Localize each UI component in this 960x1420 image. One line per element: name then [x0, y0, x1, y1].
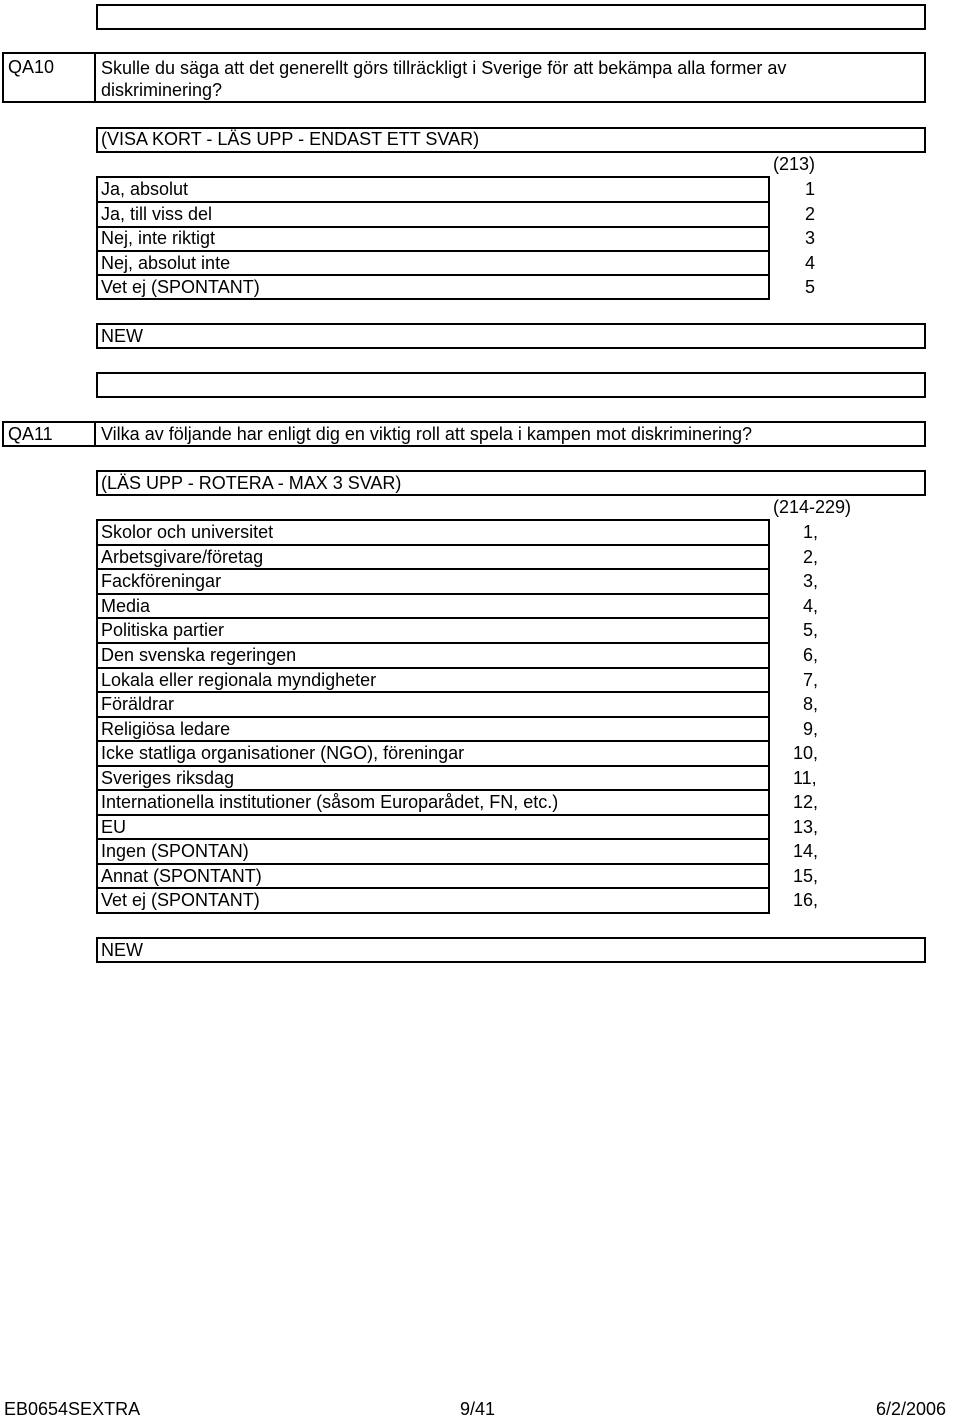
qa11-option-code: 14,: [793, 841, 819, 861]
footer-doc-code: EB0654SEXTRA: [4, 1399, 141, 1419]
qa10-option-label: Nej, inte riktigt: [101, 228, 216, 248]
qa11-option-label: Religiösa ledare: [101, 719, 231, 739]
qa10-option-label: Vet ej (SPONTANT): [101, 277, 260, 297]
qa11-option-label: Sveriges riksdag: [101, 768, 235, 788]
qa11-option-label: Annat (SPONTANT): [101, 866, 262, 886]
qa11-new-label: NEW: [101, 940, 143, 960]
footer-date: 6/2/2006: [876, 1399, 947, 1419]
qa11-option-code: 5,: [803, 620, 819, 640]
qa10-new-box: [96, 323, 926, 349]
qa10-option-code: 4: [805, 253, 816, 273]
qa11-id: QA11: [8, 424, 53, 444]
qa10-option-code: 1: [805, 179, 816, 199]
qa11-option-label: Media: [101, 596, 151, 616]
qa11-new-box: [96, 937, 926, 963]
qa11-option-code: 2,: [803, 547, 819, 567]
qa11-question: Vilka av följande har enligt dig en viktig roll att spela i kampen mot diskriminering?: [101, 424, 752, 444]
qa11-option-code: 8,: [803, 694, 819, 714]
qa10-instruction: (VISA KORT - LÄS UPP - ENDAST ETT SVAR): [101, 129, 480, 149]
qa11-option-label: Arbetsgivare/företag: [101, 547, 264, 567]
footer-page-number: 9/41: [460, 1399, 496, 1419]
qa11-option-label: Politiska partier: [101, 620, 225, 640]
qa11-option-label: Föräldrar: [101, 694, 175, 714]
qa11-option-code: 10,: [793, 743, 819, 763]
qa11-option-code: 11,: [793, 768, 817, 788]
qa11-option-label: Lokala eller regionala myndigheter: [101, 670, 377, 690]
qa11-column-code: (214-229): [773, 497, 852, 517]
qa10-option-code: 5: [805, 277, 816, 297]
qa11-option-label: Icke statliga organisationer (NGO), föreningar: [101, 743, 465, 763]
qa11-option-code: 16,: [793, 890, 819, 910]
qa10-top-empty-box: [96, 4, 926, 30]
qa11-option-label: Skolor och universitet: [101, 522, 274, 542]
qa11-option-label: EU: [101, 817, 127, 837]
qa11-option-code: 13,: [793, 817, 819, 837]
qa11-option-code: 9,: [803, 719, 819, 739]
qa10-new-label: NEW: [101, 326, 143, 346]
qa10-option-code: 3: [805, 228, 816, 248]
qa11-option-code: 7,: [803, 670, 819, 690]
qa10-option-label: Ja, absolut: [101, 179, 189, 199]
qa11-option-label: Internationella institutioner (såsom Europarådet, FN, etc.): [101, 792, 559, 812]
qa10-option-label: Nej, absolut inte: [101, 253, 231, 273]
qa11-option-label: Ingen (SPONTAN): [101, 841, 249, 861]
qa11-option-code: 15,: [793, 866, 819, 886]
qa10-id: QA10: [8, 57, 55, 77]
qa10-option-code: 2: [805, 204, 816, 224]
qa11-option-code: 12,: [793, 792, 819, 812]
qa11-option-label: Vet ej (SPONTANT): [101, 890, 260, 910]
qa11-option-code: 4,: [803, 596, 819, 616]
qa10-option-label: Ja, till viss del: [101, 204, 213, 224]
qa10-question-line2: diskriminering?: [101, 80, 223, 100]
qa10-question-line1: Skulle du säga att det generellt görs tillräckligt i Sverige för att bekämpa alla former av: [101, 58, 787, 78]
qa11-option-code: 6,: [803, 645, 819, 665]
qa11-option-label: Fackföreningar: [101, 571, 222, 591]
qa11-option-label: Den svenska regeringen: [101, 645, 297, 665]
qa10-column-code: (213): [773, 154, 816, 174]
qa11-instruction: (LÄS UPP - ROTERA - MAX 3 SVAR): [101, 473, 402, 493]
qa11-option-code: 1,: [803, 522, 819, 542]
qa11-top-empty-box: [96, 372, 926, 398]
qa11-option-code: 3,: [803, 571, 819, 591]
